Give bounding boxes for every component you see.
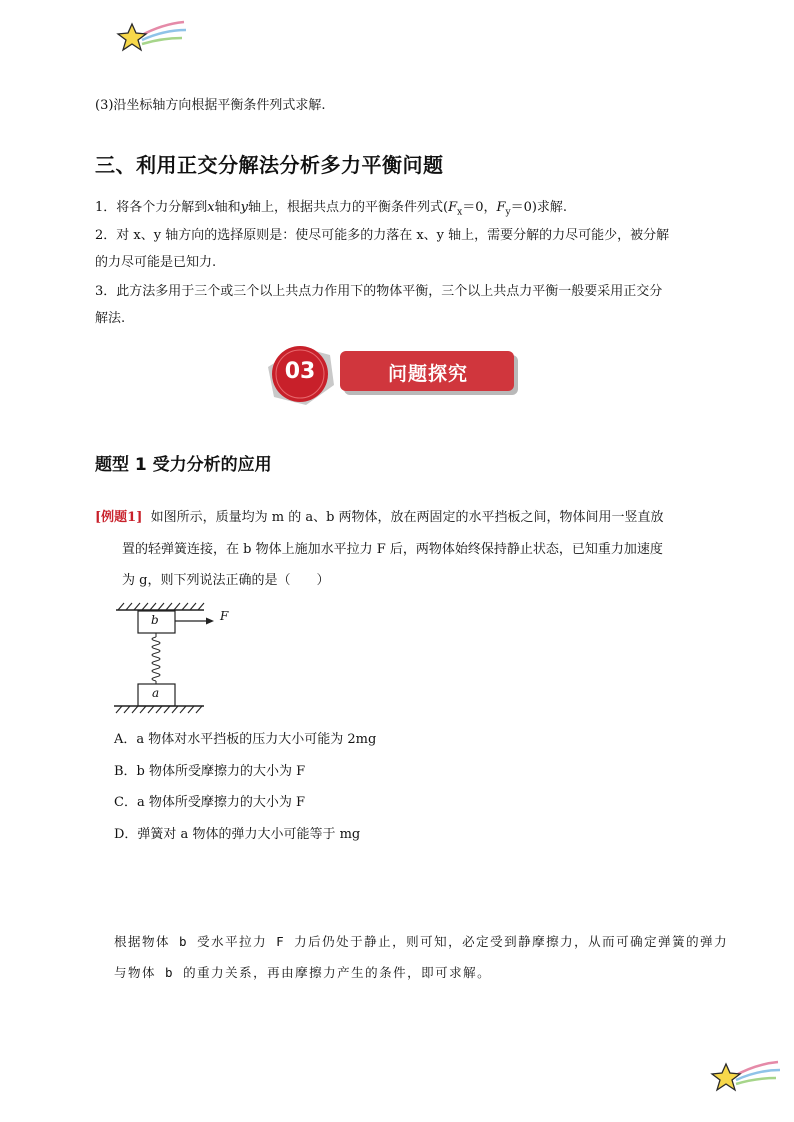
- option-d: D．弹簧对 a 物体的弹力大小可能等于 mg: [114, 827, 361, 842]
- section-item-2-line-2: 的力尽可能是已知力.: [95, 255, 217, 270]
- example-tag: [例题1]: [95, 510, 143, 525]
- option-c: C．a 物体所受摩擦力的大小为 F: [114, 795, 305, 810]
- shooting-star-icon: [706, 1058, 782, 1098]
- section-item-1: 1．将各个力分解到x轴和y轴上，根据共点力的平衡条件列式($F_x=0$，$F_y=0$)求解.: [95, 200, 568, 218]
- option-b: B．b 物体所受摩擦力的大小为 F: [114, 764, 306, 779]
- banner-number: 03: [284, 359, 316, 384]
- hint-line-2: 与物体 b 的重力关系，再由摩擦力产生的条件，即可求解。: [114, 965, 492, 980]
- spring-blocks-figure: [110, 600, 240, 718]
- label-b: b: [151, 613, 159, 627]
- type-1-title: 题型 1 受力分析的应用: [95, 455, 272, 475]
- section-item-2-line-1: 2．对 x、y 轴方向的选择原则是：使尽可能多的力落在 x、y 轴上，需要分解的力尽可能少，被分解: [95, 228, 670, 243]
- option-a: A．a 物体对水平挡板的压力大小可能为 2mg: [114, 732, 377, 747]
- label-a: a: [152, 686, 160, 700]
- section-title: 三、利用正交分解法分析多力平衡问题: [95, 153, 444, 177]
- step-3-text: (3)沿坐标轴方向根据平衡条件列式求解.: [95, 98, 326, 113]
- example-line-2: 置的轻弹簧连接，在 b 物体上施加水平拉力 F 后，两物体始终保持静止状态，已知重力加速度: [122, 542, 663, 557]
- label-f: F: [220, 609, 229, 623]
- example-line-3: 为 g，则下列说法正确的是（ ）: [122, 573, 330, 588]
- example-line-1: [例题1] 如图所示，质量均为 m 的 a、b 两物体，放在两固定的水平挡板之间，物体间用一竖直放: [95, 510, 664, 525]
- banner-label: 问题探究: [387, 363, 468, 385]
- shooting-star-icon: [112, 18, 188, 58]
- section-item-3-line-2: 解法.: [95, 311, 126, 326]
- section-item-3-line-1: 3．此方法多用于三个或三个以上共点力作用下的物体平衡，三个以上共点力平衡一般要采用正交分: [95, 284, 663, 299]
- section-banner: [266, 345, 522, 407]
- hint-line-1: 根据物体 b 受水平拉力 F 力后仍处于静止，则可知，必定受到静摩擦力，从而可确定弹簧的弹力: [114, 934, 729, 949]
